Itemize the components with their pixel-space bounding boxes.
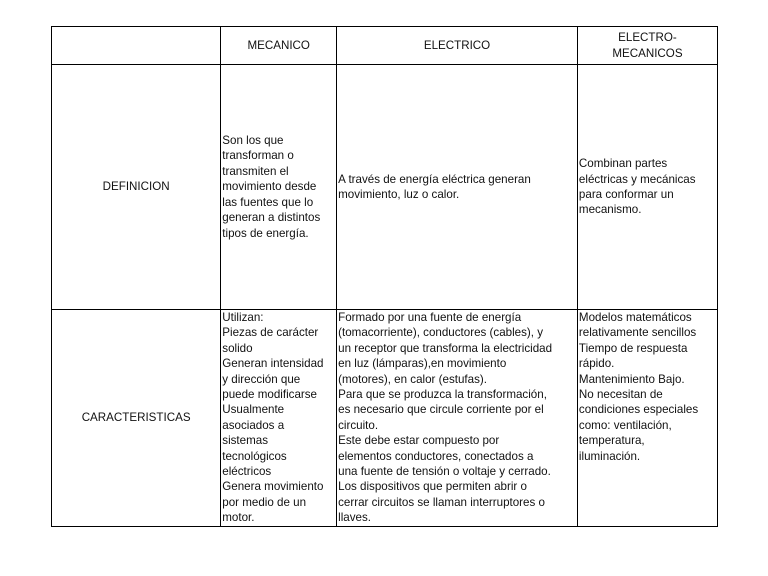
cell-caracteristicas-electromecanicos: Modelos matemáticos relativamente sencillos Tiempo de respuesta rápido. Mantenimiento Bajo. No necesitan de condiciones especiales como: ventilación, temperatura, iluminación. [577, 310, 717, 527]
comparison-table [51, 26, 718, 527]
header-electromecanicos: ELECTRO- MECANICOS [577, 27, 717, 65]
cell-definicion-electromecanicos: Combinan partes eléctricas y mecánicas para conformar un mecanismo. [577, 65, 717, 310]
cell-definicion-electrico: A través de energía eléctrica generan movimiento, luz o calor. [337, 65, 578, 310]
header-mecanico: MECANICO [221, 27, 337, 65]
cell-caracteristicas-electrico: Formado por una fuente de energía (tomacorriente), conductores (cables), y un receptor que transforma la electricidad en luz (lámparas),en movimiento (motores), en calor (estufas). Para que se produzca la transformación, es necesario que circule corriente por el circuito. Este debe estar compuesto por elementos conductores, conectados a una fuente de tensión o voltaje y cerrado. Los dispositivos que permiten abrir o cerrar circuitos se llaman interruptores o llaves. [337, 310, 578, 527]
table-row-caracteristicas [52, 310, 718, 527]
cell-definicion-mecanico: Son los que transforman o transmiten el movimiento desde las fuentes que lo generan a distintos tipos de energía. [221, 65, 337, 310]
table-row-definicion [52, 65, 718, 310]
cell-caracteristicas-mecanico: Utilizan: Piezas de carácter solido Generan intensidad y dirección que puede modificarse Usualmente asociados a sistemas tecnológicos eléctricos Genera movimiento por medio de un motor. [221, 310, 337, 527]
row-label-definicion: DEFINICION [52, 65, 221, 310]
header-corner-cell [52, 27, 221, 65]
header-electrico: ELECTRICO [337, 27, 578, 65]
header-row [52, 27, 718, 65]
row-label-caracteristicas: CARACTERISTICAS [52, 310, 221, 527]
